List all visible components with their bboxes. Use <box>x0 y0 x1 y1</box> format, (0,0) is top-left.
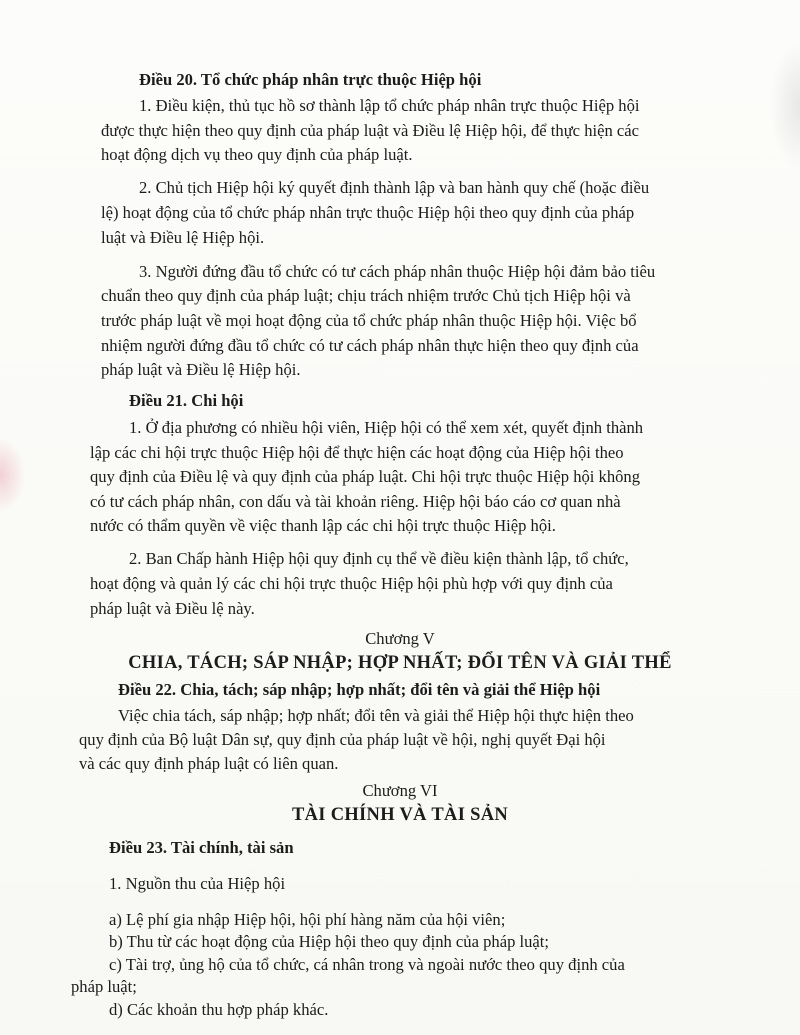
article-21-p1-line3: quy định của Điều lệ và quy định của pháp luật. Chi hội trực thuộc Hiệp hội không <box>90 467 641 486</box>
article-23-title: Điều 23. Tài chính, tài sản <box>109 838 294 857</box>
income-item-d: d) Các khoản thu hợp pháp khác. <box>109 1000 329 1019</box>
article-20-p3-line1: 3. Người đứng đầu tổ chức có tư cách pháp nhân thuộc Hiệp hội đảm bảo tiêu <box>139 262 656 281</box>
article-20-p2-line1: 2. Chủ tịch Hiệp hội ký quyết định thành lập và ban hành quy chế (hoặc điều <box>139 178 650 197</box>
article-21-p2-line1: 2. Ban Chấp hành Hiệp hội quy định cụ thể về điều kiện thành lập, tổ chức, <box>129 549 629 568</box>
chapter-6-label: Chương VI <box>362 781 438 800</box>
article-21-p2-line2: hoạt động và quản lý các chi hội trực thuộc Hiệp hội phù hợp với quy định của <box>90 574 613 593</box>
article-20-p2-line2: lệ) hoạt động của tổ chức pháp nhân trực thuộc Hiệp hội theo quy định của pháp <box>101 203 635 222</box>
article-20-p1-line2: được thực hiện theo quy định của pháp luật và Điều lệ Hiệp hội, để thực hiện các <box>101 121 640 140</box>
article-20-title: Điều 20. Tổ chức pháp nhân trực thuộc Hiệp hội <box>139 70 482 89</box>
article-21-p1-line1: 1. Ở địa phương có nhiều hội viên, Hiệp hội có thể xem xét, quyết định thành <box>129 418 644 437</box>
article-21-p1-line5: nước có thẩm quyền về việc thanh lập các chi hội trực thuộc Hiệp hội. <box>90 516 556 535</box>
article-20-p1-line1: 1. Điều kiện, thủ tục hồ sơ thành lập tổ chức pháp nhân trực thuộc Hiệp hội <box>139 96 640 115</box>
income-item-b: b) Thu từ các hoạt động của Hiệp hội theo quy định của pháp luật; <box>109 932 550 951</box>
article-21-p1-line2: lập các chi hội trực thuộc Hiệp hội để thực hiện các hoạt động của Hiệp hội theo <box>90 443 624 462</box>
income-item-c-line1: c) Tài trợ, ủng hộ của tổ chức, cá nhân trong và ngoài nước theo quy định của <box>109 955 625 974</box>
article-20-p2-line3: luật và Điều lệ Hiệp hội. <box>101 228 265 247</box>
income-item-a: a) Lệ phí gia nhập Hiệp hội, hội phí hàng năm của hội viên; <box>109 910 506 929</box>
article-21-p1-line4: có tư cách pháp nhân, con dấu và tài khoản riêng. Hiệp hội báo cáo cơ quan nhà <box>90 492 621 511</box>
article-20-p3-line4: nhiệm người đứng đầu tổ chức có tư cách pháp nhân thực hiện theo quy định của <box>101 336 639 355</box>
article-21-p2-line3: pháp luật và Điều lệ này. <box>90 599 255 618</box>
article-22-p1-line2: quy định của Bộ luật Dân sự, quy định của pháp luật về hội, nghị quyết Đại hội <box>79 730 606 749</box>
red-stamp-fragment <box>0 440 24 510</box>
chapter-5-label: Chương V <box>365 629 435 648</box>
article-22-title: Điều 22. Chia, tách; sáp nhập; hợp nhất; đổi tên và giải thể Hiệp hội <box>118 680 601 699</box>
income-heading: 1. Nguồn thu của Hiệp hội <box>109 874 286 893</box>
article-20-p3-line2: chuẩn theo quy định của pháp luật; chịu trách nhiệm trước Chủ tịch Hiệp hội và <box>101 286 631 305</box>
article-22-p1-line1: Việc chia tách, sáp nhập; hợp nhất; đổi tên và giải thể Hiệp hội thực hiện theo <box>118 706 634 725</box>
scan-edge-shadow <box>770 40 800 170</box>
chapter-6-title: TÀI CHÍNH VÀ TÀI SẢN <box>291 805 509 825</box>
chapter-5-title: CHIA, TÁCH; SÁP NHẬP; HỢP NHẤT; ĐỔI TÊN VÀ GIẢI THỂ <box>128 653 672 673</box>
article-22-p1-line3: và các quy định pháp luật có liên quan. <box>79 754 339 773</box>
article-20-p1-line3: hoạt động dịch vụ theo quy định của pháp luật. <box>101 145 413 164</box>
income-item-c-line2: pháp luật; <box>71 977 137 996</box>
article-20-p3-line3: trước pháp luật về mọi hoạt động của tổ chức pháp nhân thuộc Hiệp hội. Việc bổ <box>101 311 637 330</box>
article-21-title: Điều 21. Chi hội <box>129 391 244 410</box>
article-20-p3-line5: pháp luật và Điều lệ Hiệp hội. <box>101 360 301 379</box>
